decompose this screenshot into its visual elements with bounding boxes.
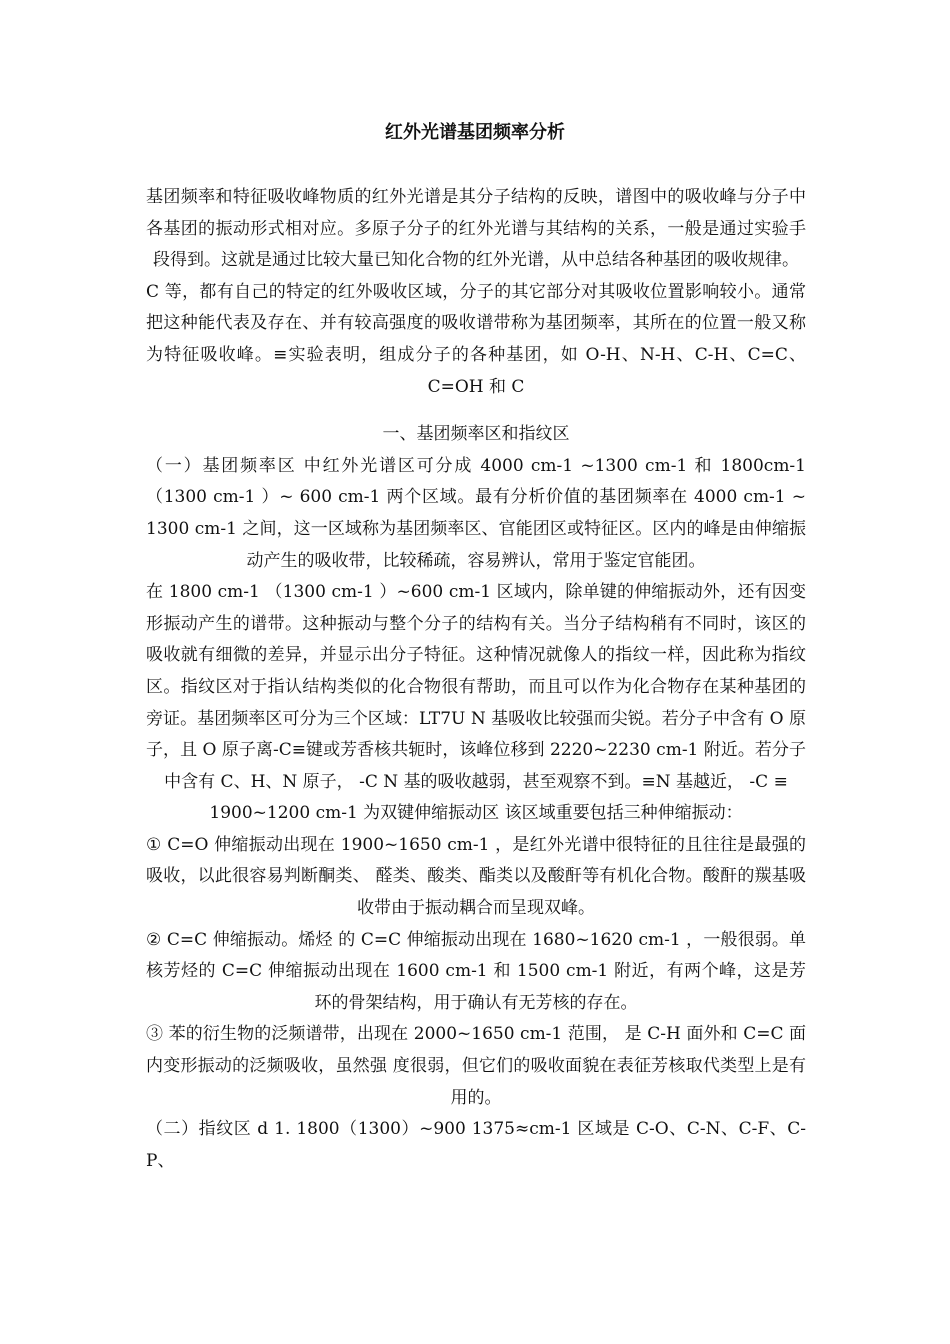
section-heading: 一、基团频率区和指纹区 <box>382 424 570 445</box>
paragraph-item-3: ③ 苯的衍生物的泛频谱带，出现在 2000~1650 cm-1 范围， 是 C-H 面外和 C=C 面内变形振动的泛频吸收，虽然强 度很弱，但它们的吸收面貌在表征芳核取代类型上是有用的。 <box>146 1024 806 1108</box>
paragraph-double-bond-region: 1900~1200 cm-1 为双键伸缩振动区 该区域重要包括三种伸缩振动： <box>209 803 743 824</box>
paragraph-group-frequency-region: （一）基团频率区 中红外光谱区可分成 4000 cm-1 ~1300 cm-1 和 1800cm-1 （1300 cm-1 ）~ 600 cm-1 两个区域。最有分析价值的基团频率在 4000 cm-1 ~ 1300 cm-1 之间，这一区域称为基团频率区、官能团区或特征区。区内的峰是由伸缩振动产生的吸收带，比较稀疏，容易辨认，常用于鉴定官能团。 <box>146 455 806 571</box>
paragraph-intro: 基团频率和特征吸收峰物质的红外光谱是其分子结构的反映，谱图中的吸收峰与分子中各基团的振动形式相对应。多原子分子的红外光谱与其结构的关系，一般是通过实验手段得到。这就是通过比较大量已知化合物的红外光谱，从中总结各种基团的吸收规律。 <box>146 187 806 271</box>
paragraph-fingerprint-region: 在 1800 cm-1 （1300 cm-1 ）~600 cm-1 区域内，除单键的伸缩振动外，还有因变形振动产生的谱带。这种振动与整个分子的结构有关。当分子结构稍有不同时，该区的吸收就有细微的差异，并显示出分子特征。这种情况就像人的指纹一样，因此称为指纹区。指纹区对于指认结构类似的化合物很有帮助，而且可以作为化合物存在某种基团的旁证。基团频率区可分为三个区域：LT7U N 基吸收比较强而尖锐。若分子中含有 O 原子，且 O 原子离-C≡键或芳香核共轭时，该峰位移到 2220~2230 cm-1 附近。若分子中含有 C、H、N 原子， -C N 基的吸收越弱，甚至观察不到。≡N 基越近， -C ≡ <box>146 582 806 792</box>
paragraph-item-2: ② C=C 伸缩振动。烯烃 的 C=C 伸缩振动出现在 1680~1620 cm-1 ，一般很弱。单核芳烃的 C=C 伸缩振动出现在 1600 cm-1 和 1500 cm-1 附近，有两个峰，这是芳环的骨架结构，用于确认有无芳核的存在。 <box>146 929 806 1013</box>
document-body <box>146 182 806 1177</box>
document-title: 红外光谱基团频率分析 <box>385 122 565 143</box>
paragraph-fingerprint-subsection: （二）指纹区 d 1. 1800（1300）~900 1375≈cm-1 区域是 C-O、C-N、C-F、C-P、 <box>146 1119 806 1171</box>
paragraph-groups: C 等，都有自己的特定的红外吸收区域，分子的其它部分对其吸收位置影响较小。通常把这种能代表及存在、并有较高强度的吸收谱带称为基团频率，其所在的位置一般又称为特征吸收峰。≡实验表明，组成分子的各种基团，如 O-H、N-H、C-H、C=C、C=OH 和 C <box>146 281 806 397</box>
paragraph-item-1: ① C=O 伸缩振动出现在 1900~1650 cm-1 ，是红外光谱中很特征的且往往是最强的吸收，以此很容易判断酮类、 醛类、酸类、酯类以及酸酐等有机化合物。酸酐的羰基吸收带由于振动耦合而呈现双峰。 <box>146 834 806 919</box>
